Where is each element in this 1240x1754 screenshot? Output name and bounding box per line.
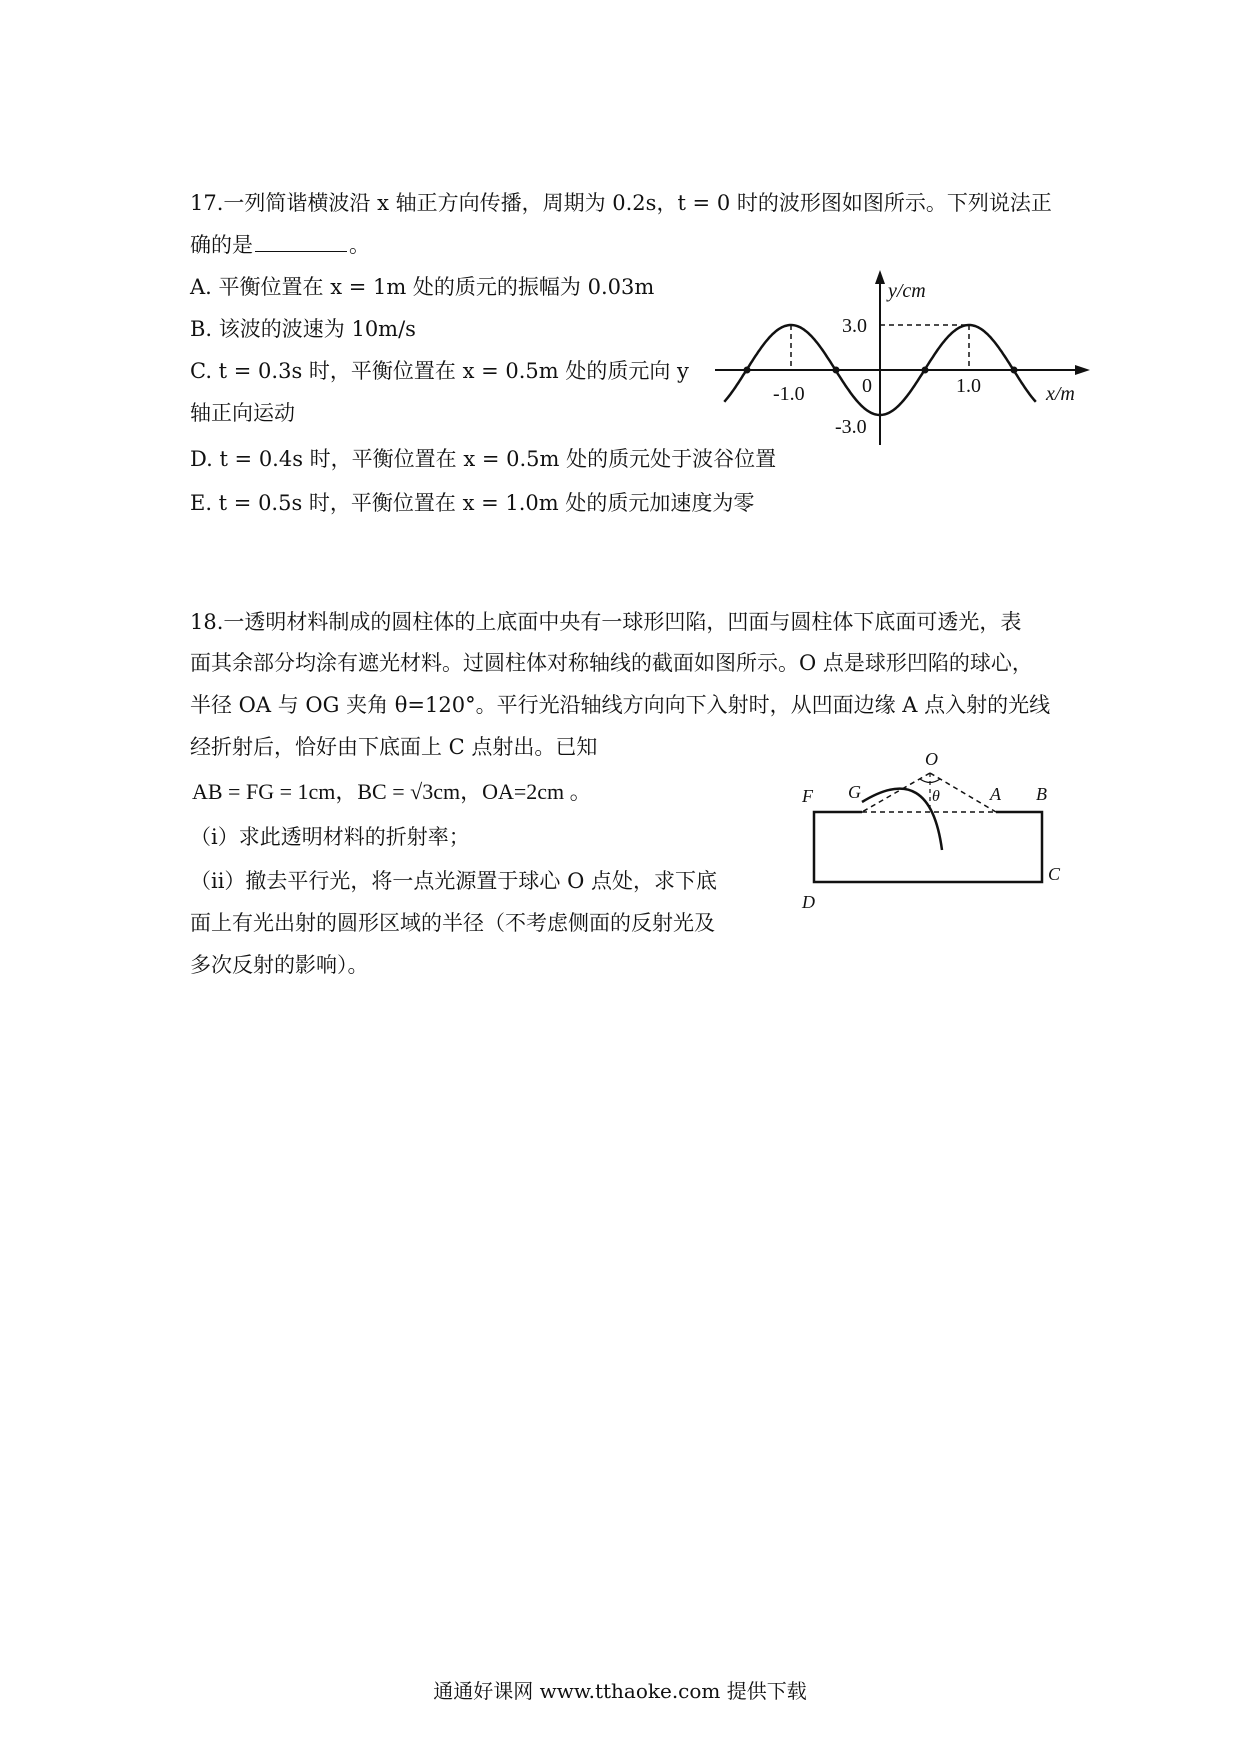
x-axis-label: x/m <box>1046 383 1075 405</box>
label-g: G <box>848 782 861 802</box>
q17-option-a: A. 平衡位置在 x = 1m 处的质元的振幅为 0.03m <box>190 275 655 299</box>
x-neg-label: -1.0 <box>773 383 805 405</box>
q18-line-4: 经折射后，恰好由下底面上 C 点射出。已知 <box>190 735 598 759</box>
wave-figure <box>700 270 1100 450</box>
x-axis-arrow <box>1075 365 1090 375</box>
label-b: B <box>1036 784 1047 804</box>
zero-point <box>833 367 840 374</box>
label-c: C <box>1048 864 1061 884</box>
footer-watermark: 通通好课网 www.tthaoke.com 提供下载 <box>433 1679 807 1703</box>
q17-option-c: C. t = 0.3s 时，平衡位置在 x = 0.5m 处的质元向 y <box>190 359 689 383</box>
label-theta: θ <box>932 788 940 805</box>
answer-blank <box>255 231 347 252</box>
q18-sub-ii-line-2: 面上有光出射的圆形区域的半径（不考虑侧面的反射光及 <box>190 911 715 935</box>
q18-line-1: 18.一透明材料制成的圆柱体的上底面中央有一球形凹陷，凹面与圆柱体下底面可透光，表 <box>190 610 1022 634</box>
q18-sub-i: （i）求此透明材料的折射率； <box>190 825 470 849</box>
q17-option-d: D. t = 0.4s 时，平衡位置在 x = 0.5m 处的质元处于波谷位置 <box>190 447 777 471</box>
label-a: A <box>990 784 1001 804</box>
q17-stem-text: 确的是 <box>190 233 253 257</box>
q17-option-e: E. t = 0.5s 时，平衡位置在 x = 1.0m 处的质元加速度为零 <box>190 491 755 515</box>
x-pos-label: 1.0 <box>956 375 981 397</box>
optics-figure <box>790 740 1080 920</box>
q18-given: AB = FG = 1cm，BC = √3cm，OA=2cm 。 <box>192 779 592 804</box>
label-o: O <box>925 749 938 769</box>
radius-og <box>862 773 930 812</box>
q18-sub-ii-line-1: （ii）撤去平行光，将一点光源置于球心 O 点处，求下底 <box>190 869 717 893</box>
q18-sub-ii-line-3: 多次反射的影响）。 <box>190 953 369 977</box>
label-d: D <box>802 892 815 912</box>
q17-stem-end: 。 <box>349 233 370 257</box>
zero-point <box>744 367 751 374</box>
radius-oa <box>930 773 996 812</box>
origin-label: 0 <box>862 375 872 397</box>
zero-point <box>1011 367 1018 374</box>
y-axis-label: y/cm <box>888 280 926 302</box>
q17-stem-line-2 <box>190 230 370 260</box>
q18-line-2: 面其余部分均涂有遮光材料。过圆柱体对称轴线的截面如图所示。O 点是球形凹陷的球心， <box>190 651 1033 675</box>
q17-option-b: B. 该波的波速为 10m/s <box>190 317 416 341</box>
q17-option-c-cont: 轴正向运动 <box>190 401 295 425</box>
cylinder-outline <box>814 812 1042 882</box>
label-f: F <box>802 786 813 806</box>
theta-arc <box>920 779 940 783</box>
zero-point <box>922 367 929 374</box>
y-axis-arrow <box>875 270 885 284</box>
q18-line-3: 半径 OA 与 OG 夹角 θ=120°。平行光沿轴线方向向下入射时，从凹面边缘 A 点入射的光线 <box>190 693 1051 717</box>
y-max-label: 3.0 <box>842 315 867 337</box>
y-min-label: -3.0 <box>835 416 867 438</box>
q17-stem-line-1: 17.一列简谐横波沿 x 轴正方向传播，周期为 0.2s，t = 0 时的波形图如图所示。下列说法正 <box>190 191 1052 215</box>
